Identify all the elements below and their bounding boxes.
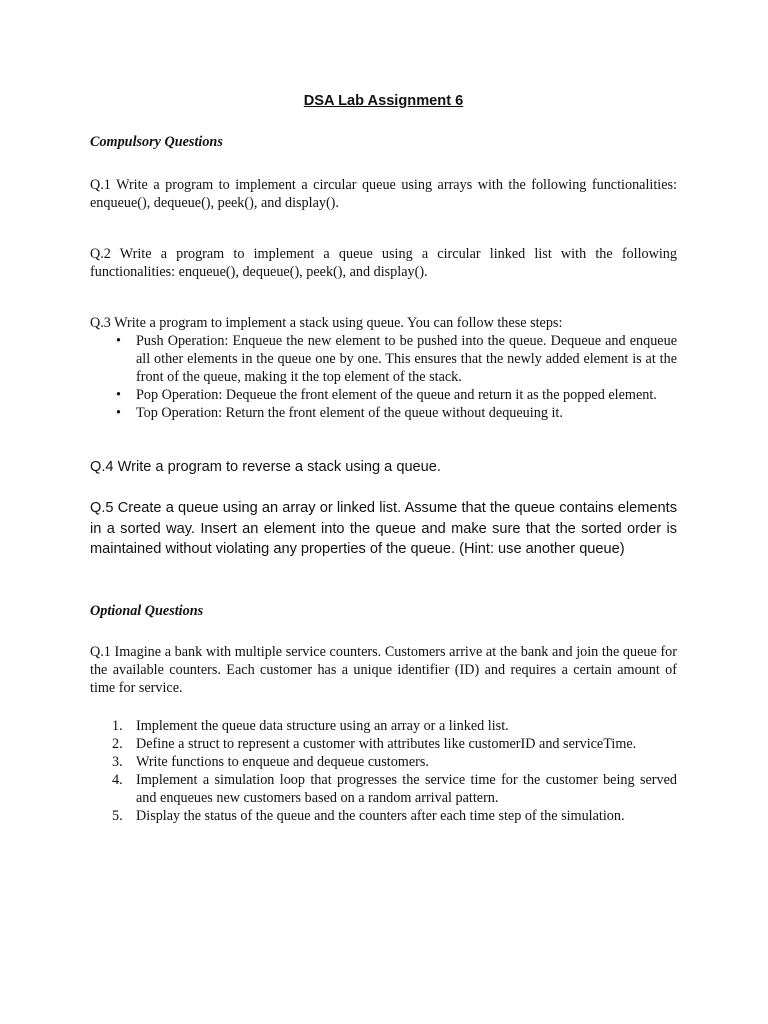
bullet-icon: • (116, 387, 121, 403)
list-item (90, 404, 677, 422)
document-title: DSA Lab Assignment 6 (303, 93, 464, 109)
optional-question-1-steps (90, 717, 677, 825)
optional-questions-heading: Optional Questions (90, 603, 204, 619)
step-text: Implement a simulation loop that progresses the service time for the customer being served and enqueues new customers based on a random arrival pattern. (136, 772, 677, 806)
step-number: 4. (112, 772, 123, 788)
list-item (90, 332, 677, 386)
list-item (90, 386, 677, 404)
bullet-icon: • (116, 405, 121, 421)
step-number: 5. (112, 808, 123, 824)
step-text: Display the status of the queue and the counters after each time step of the simulation. (136, 808, 625, 824)
question-5: Q.5 Create a queue using an array or linked list. Assume that the queue contains elements in a sorted way. Insert an element into the queue and make sure that the sorted order is maintained without violating any properties of the queue. (Hint: use another queue) (90, 500, 677, 557)
step-text: Write functions to enqueue and dequeue customers. (136, 754, 429, 770)
compulsory-questions-heading: Compulsory Questions (90, 134, 223, 150)
step-top-operation: Top Operation: Return the front element of the queue without dequeuing it. (136, 405, 563, 421)
question-4: Q.4 Write a program to reverse a stack using a queue. (90, 459, 441, 475)
list-item (90, 735, 677, 753)
question-3-steps (90, 332, 677, 422)
step-number: 2. (112, 736, 123, 752)
step-number: 3. (112, 754, 123, 770)
list-item (90, 717, 677, 735)
list-item (90, 807, 677, 825)
step-text: Define a struct to represent a customer with attributes like customerID and serviceTime. (136, 736, 637, 752)
bullet-icon: • (116, 333, 121, 349)
step-pop-operation: Pop Operation: Dequeue the front element of the queue and return it as the popped element. (136, 387, 657, 403)
optional-question-1: Q.1 Imagine a bank with multiple service counters. Customers arrive at the bank and join the queue for the available counters. Each customer has a unique identifier (ID) and requires a certain amount of time for service. (90, 644, 677, 696)
step-push-operation: Push Operation: Enqueue the new element to be pushed into the queue. Dequeue and enqueue all other elements in the queue one by one. This ensures that the newly added element is at the front of the queue, making it the top element of the stack. (136, 333, 677, 385)
list-item (90, 753, 677, 771)
question-3-intro: Q.3 Write a program to implement a stack using queue. You can follow these steps: (90, 315, 563, 331)
step-text: Implement the queue data structure using an array or a linked list. (136, 718, 509, 734)
step-number: 1. (112, 718, 123, 734)
list-item (90, 771, 677, 807)
question-2: Q.2 Write a program to implement a queue using a circular linked list with the following functionalities: enqueue(), dequeue(), peek(), and display(). (90, 246, 677, 280)
question-1: Q.1 Write a program to implement a circular queue using arrays with the following functionalities: enqueue(), dequeue(), peek(), and display(). (90, 177, 677, 211)
